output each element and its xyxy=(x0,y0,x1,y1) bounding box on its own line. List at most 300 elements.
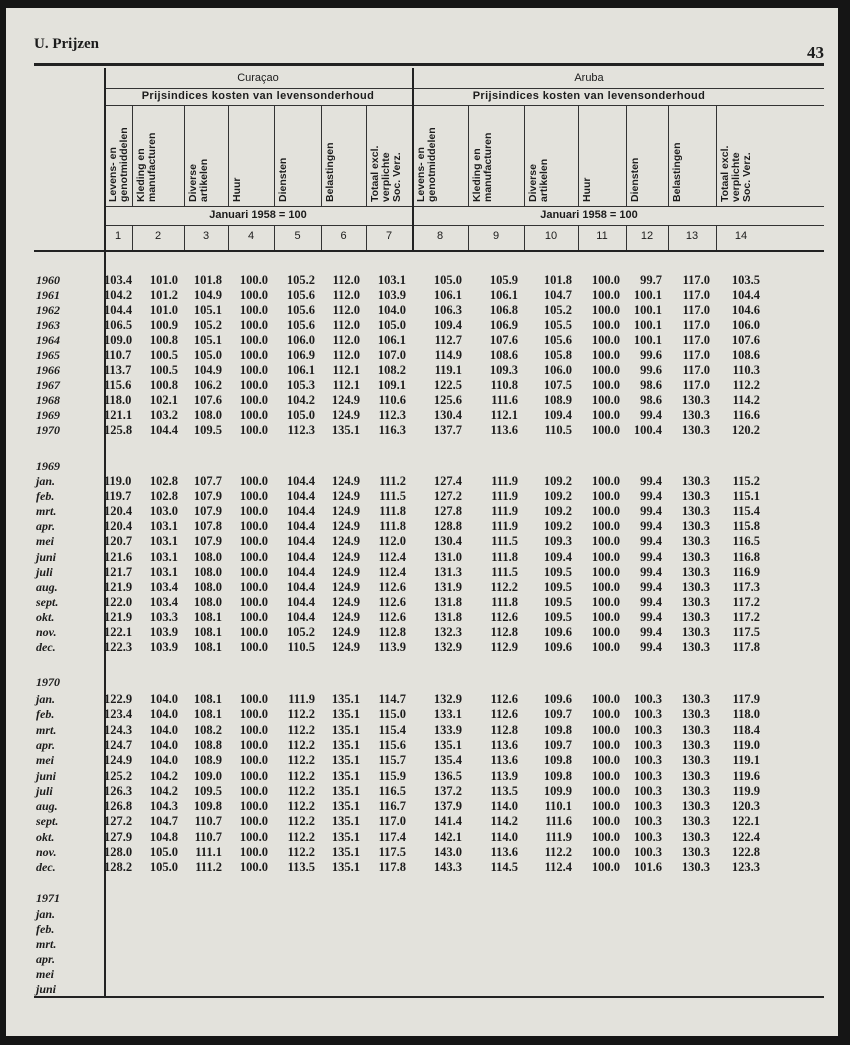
table-cell: 130.3 xyxy=(681,737,710,752)
table-cell: 100.3 xyxy=(633,829,662,844)
table-cell: 107.6 xyxy=(489,333,518,347)
column-heading: Kleding en manufacturen xyxy=(471,132,494,202)
table-cell: 108.1 xyxy=(193,625,222,639)
table-cell: 100.0 xyxy=(591,783,620,798)
table-cell: 100.0 xyxy=(239,288,268,302)
table-cell: 111.5 xyxy=(379,489,406,504)
column-number: 10 xyxy=(544,230,558,242)
table-cell: 115.0 xyxy=(378,707,406,722)
table-cell: 99.4 xyxy=(640,504,662,519)
table-cell: 117.5 xyxy=(378,845,406,859)
table-cell: 103.1 xyxy=(149,549,178,564)
table-cell: 106.9 xyxy=(286,348,315,362)
row-label: juni xyxy=(36,982,57,996)
table-cell: 114.0 xyxy=(490,829,518,844)
table-cell: 112.6 xyxy=(490,609,518,624)
table-cell: 117.9 xyxy=(732,692,760,706)
table-cell: 103.1 xyxy=(377,273,406,287)
row-label: 1964 xyxy=(36,333,60,347)
row-label: apr. xyxy=(36,952,56,966)
table-cell: 118.0 xyxy=(104,393,132,407)
table-cell: 119.0 xyxy=(732,737,760,752)
table-cell: 112.0 xyxy=(378,534,406,549)
table-cell: 99.7 xyxy=(640,273,662,287)
table-cell: 118.0 xyxy=(732,707,760,722)
table-cell: 104.0 xyxy=(149,707,178,722)
table-cell: 125.6 xyxy=(433,393,462,407)
table-cell: 105.0 xyxy=(433,273,462,287)
table-cell: 114.2 xyxy=(490,814,518,829)
table-cell: 111.8 xyxy=(491,594,518,609)
table-cell: 104.7 xyxy=(543,288,572,302)
row-label: 1971 xyxy=(36,891,60,905)
table-cell: 124.9 xyxy=(331,625,360,639)
table-cell: 100.0 xyxy=(591,692,620,706)
table-cell: 130.3 xyxy=(681,753,710,768)
row-label: okt. xyxy=(36,829,55,844)
table-cell: 108.8 xyxy=(193,737,222,752)
table-cell: 119.1 xyxy=(434,363,462,377)
table-cell: 112.2 xyxy=(732,378,760,392)
table-cell: 114.7 xyxy=(378,692,406,706)
table-cell: 103.1 xyxy=(149,534,178,549)
table-cell: 100.0 xyxy=(239,783,268,798)
table-cell: 100.0 xyxy=(239,534,268,549)
table-cell: 112.2 xyxy=(287,783,315,798)
table-cell: 124.9 xyxy=(331,564,360,579)
table-cell: 105.2 xyxy=(193,318,222,332)
table-cell: 117.0 xyxy=(682,348,710,362)
column-heading: Diverse artikelen xyxy=(187,158,210,202)
table-cell: 130.3 xyxy=(681,594,710,609)
table-cell: 131.8 xyxy=(433,594,462,609)
table-cell: 109.4 xyxy=(433,318,462,332)
table-cell: 100.0 xyxy=(591,519,620,534)
group-subtitle: Prijsindices kosten van levensonderhoud xyxy=(141,90,375,102)
table-cell: 117.0 xyxy=(682,378,710,392)
table-cell: 126.3 xyxy=(104,783,133,798)
table-cell: 130.4 xyxy=(433,534,462,549)
table-cell: 111.8 xyxy=(379,519,406,534)
table-cell: 120.4 xyxy=(104,519,133,534)
table-cell: 109.8 xyxy=(193,799,222,814)
table-cell: 135.1 xyxy=(331,707,360,722)
table-cell: 105.6 xyxy=(543,333,572,347)
table-cell: 112.3 xyxy=(378,408,406,422)
table-cell: 117.4 xyxy=(378,829,406,844)
table-cell: 104.0 xyxy=(149,753,178,768)
table-cell: 107.5 xyxy=(543,378,572,392)
table-cell: 112.2 xyxy=(287,753,315,768)
table-cell: 131.9 xyxy=(433,579,462,594)
row-label: 1963 xyxy=(36,318,60,332)
table-cell: 109.7 xyxy=(543,707,572,722)
table-cell: 130.3 xyxy=(681,799,710,814)
table-cell: 108.1 xyxy=(193,707,222,722)
table-cell: 122.9 xyxy=(104,692,133,706)
table-cell: 124.9 xyxy=(331,489,360,504)
table-cell: 117.2 xyxy=(732,594,760,609)
table-cell: 117.8 xyxy=(378,860,406,875)
table-cell: 135.1 xyxy=(331,783,360,798)
table-cell: 104.7 xyxy=(149,814,178,829)
column-divider xyxy=(716,105,717,206)
table-cell: 100.0 xyxy=(239,845,268,859)
table-cell: 100.0 xyxy=(591,393,620,407)
table-cell: 100.0 xyxy=(591,288,620,302)
table-cell: 100.0 xyxy=(239,393,268,407)
row-label: mrt. xyxy=(36,722,57,737)
table-cell: 100.0 xyxy=(591,564,620,579)
table-cell: 108.9 xyxy=(193,753,222,768)
table-cell: 100.0 xyxy=(239,549,268,564)
table-cell: 100.0 xyxy=(591,722,620,737)
table-cell: 112.6 xyxy=(490,707,518,722)
table-cell: 100.0 xyxy=(239,768,268,783)
table-cell: 105.6 xyxy=(286,288,315,302)
row-label: 1967 xyxy=(36,378,60,392)
table-cell: 108.2 xyxy=(377,363,406,377)
table-cell: 117.8 xyxy=(732,640,760,655)
table-cell: 104.4 xyxy=(286,594,315,609)
table-cell: 100.0 xyxy=(239,737,268,752)
row-label: feb. xyxy=(36,922,55,936)
table-cell: 100.0 xyxy=(239,504,268,519)
top-rule xyxy=(34,63,824,66)
table-cell: 135.1 xyxy=(331,722,360,737)
table-cell: 135.1 xyxy=(331,753,360,768)
table-cell: 100.8 xyxy=(149,378,178,392)
table-cell: 130.3 xyxy=(681,519,710,534)
table-cell: 101.0 xyxy=(149,273,178,287)
table-cell: 133.1 xyxy=(433,707,462,722)
table-cell: 113.6 xyxy=(490,423,518,437)
table-cell: 124.9 xyxy=(331,408,360,422)
row-label: apr. xyxy=(36,737,56,752)
table-cell: 133.9 xyxy=(433,722,462,737)
table-cell: 99.4 xyxy=(640,489,662,504)
table-cell: 100.0 xyxy=(239,594,268,609)
table-cell: 131.8 xyxy=(433,609,462,624)
table-cell: 126.8 xyxy=(104,799,133,814)
table-cell: 105.2 xyxy=(543,303,572,317)
table-cell: 131.3 xyxy=(433,564,462,579)
table-cell: 100.0 xyxy=(239,707,268,722)
table-cell: 122.1 xyxy=(731,814,760,829)
table-cell: 108.1 xyxy=(193,692,222,706)
table-cell: 122.4 xyxy=(731,829,760,844)
table-cell: 109.2 xyxy=(543,489,572,504)
table-cell: 112.2 xyxy=(287,814,315,829)
page-number: 43 xyxy=(807,43,824,62)
table-cell: 112.3 xyxy=(287,423,315,437)
table-cell: 117.0 xyxy=(682,333,710,347)
table-cell: 100.0 xyxy=(239,625,268,639)
table-cell: 110.5 xyxy=(544,423,572,437)
table-cell: 124.9 xyxy=(331,393,360,407)
table-cell: 136.5 xyxy=(433,768,462,783)
table-cell: 99.4 xyxy=(640,594,662,609)
table-cell: 105.8 xyxy=(543,348,572,362)
table-cell: 116.9 xyxy=(732,564,760,579)
table-cell: 104.4 xyxy=(149,423,178,437)
table-cell: 118.4 xyxy=(732,722,760,737)
table-cell: 137.9 xyxy=(433,799,462,814)
table-cell: 131.0 xyxy=(433,549,462,564)
table-cell: 104.4 xyxy=(286,534,315,549)
row-label: 1960 xyxy=(36,273,60,287)
table-cell: 105.1 xyxy=(193,303,222,317)
table-cell: 98.6 xyxy=(640,393,662,407)
table-cell: 100.0 xyxy=(591,534,620,549)
table-cell: 99.4 xyxy=(640,609,662,624)
table-cell: 116.5 xyxy=(378,783,406,798)
table-cell: 110.7 xyxy=(104,348,132,362)
table-cell: 125.2 xyxy=(104,768,133,783)
table-cell: 111.9 xyxy=(491,519,518,534)
table-cell: 127.2 xyxy=(104,814,133,829)
table-cell: 112.1 xyxy=(490,408,518,422)
column-number: 11 xyxy=(596,230,608,242)
table-cell: 122.0 xyxy=(104,594,133,609)
header-bottom-rule xyxy=(34,250,824,252)
table-cell: 130.3 xyxy=(681,845,710,859)
table-cell: 109.5 xyxy=(543,579,572,594)
table-cell: 99.4 xyxy=(640,474,662,488)
row-label: nov. xyxy=(36,845,57,859)
column-heading: Huur xyxy=(581,177,593,202)
table-cell: 100.5 xyxy=(149,363,178,377)
table-cell: 112.7 xyxy=(434,333,462,347)
table-cell: 130.3 xyxy=(681,564,710,579)
table-cell: 117.2 xyxy=(732,609,760,624)
column-divider xyxy=(321,105,322,206)
table-cell: 100.0 xyxy=(591,799,620,814)
table-cell: 100.0 xyxy=(239,814,268,829)
table-cell: 107.7 xyxy=(193,474,222,488)
table-cell: 123.3 xyxy=(731,860,760,875)
row-label: 1970 xyxy=(36,675,60,689)
table-cell: 106.2 xyxy=(193,378,222,392)
table-cell: 106.5 xyxy=(104,318,133,332)
column-number: 6 xyxy=(340,230,347,242)
table-cell: 127.2 xyxy=(433,489,462,504)
table-cell: 135.1 xyxy=(331,799,360,814)
table-cell: 107.9 xyxy=(193,504,222,519)
table-cell: 104.2 xyxy=(104,288,133,302)
table-cell: 109.4 xyxy=(543,549,572,564)
table-cell: 120.2 xyxy=(731,423,760,437)
column-divider xyxy=(468,105,469,206)
table-cell: 130.3 xyxy=(681,625,710,639)
table-cell: 132.9 xyxy=(433,692,462,706)
table-cell: 111.8 xyxy=(491,549,518,564)
table-cell: 112.8 xyxy=(378,625,406,639)
table-cell: 109.0 xyxy=(104,333,133,347)
table-cell: 103.9 xyxy=(149,625,178,639)
table-cell: 105.9 xyxy=(489,273,518,287)
table-cell: 99.4 xyxy=(640,564,662,579)
table-cell: 112.2 xyxy=(287,707,315,722)
row-label: juni xyxy=(36,768,57,783)
table-cell: 100.0 xyxy=(239,273,268,287)
table-cell: 128.2 xyxy=(104,860,133,875)
row-label: juni xyxy=(36,549,57,564)
table-cell: 107.8 xyxy=(193,519,222,534)
row-label: aug. xyxy=(36,799,58,814)
table-cell: 111.9 xyxy=(491,489,518,504)
table-cell: 115.9 xyxy=(378,768,406,783)
table-cell: 115.7 xyxy=(378,753,406,768)
table-cell: 104.4 xyxy=(731,288,760,302)
table-cell: 105.6 xyxy=(286,318,315,332)
table-cell: 122.8 xyxy=(731,845,760,859)
table-cell: 124.9 xyxy=(331,504,360,519)
table-cell: 114.2 xyxy=(732,393,760,407)
table-cell: 121.1 xyxy=(104,408,133,422)
table-cell: 109.6 xyxy=(543,692,572,706)
table-cell: 100.1 xyxy=(633,288,662,302)
table-cell: 102.8 xyxy=(149,474,178,488)
table-cell: 143.0 xyxy=(433,845,462,859)
row-label: jan. xyxy=(36,474,56,488)
row-label: mrt. xyxy=(36,937,57,951)
table-cell: 100.0 xyxy=(239,860,268,875)
table-cell: 104.4 xyxy=(286,519,315,534)
table-cell: 109.5 xyxy=(193,783,222,798)
table-cell: 130.3 xyxy=(681,860,710,875)
table-cell: 100.9 xyxy=(149,318,178,332)
table-cell: 100.8 xyxy=(149,333,178,347)
table-cell: 105.1 xyxy=(193,333,222,347)
table-cell: 130.3 xyxy=(681,489,710,504)
table-cell: 104.0 xyxy=(149,737,178,752)
table-cell: 100.3 xyxy=(633,845,662,859)
table-cell: 106.8 xyxy=(489,303,518,317)
table-cell: 111.6 xyxy=(491,393,518,407)
row-label: 1968 xyxy=(36,393,60,407)
table-cell: 99.4 xyxy=(640,579,662,594)
table-cell: 100.0 xyxy=(239,318,268,332)
basis-rule-top xyxy=(104,206,824,207)
table-cell: 113.9 xyxy=(378,640,406,655)
column-number: 7 xyxy=(385,230,393,242)
table-cell: 100.0 xyxy=(591,273,620,287)
column-divider xyxy=(578,105,579,206)
table-cell: 109.5 xyxy=(543,594,572,609)
table-cell: 112.0 xyxy=(332,318,360,332)
column-number: 4 xyxy=(247,230,255,242)
table-cell: 106.0 xyxy=(286,333,315,347)
table-cell: 112.9 xyxy=(490,640,518,655)
table-cell: 101.0 xyxy=(149,303,178,317)
table-cell: 106.0 xyxy=(543,363,572,377)
table-cell: 109.8 xyxy=(543,753,572,768)
row-label: mrt. xyxy=(36,504,57,519)
table-cell: 113.9 xyxy=(490,768,518,783)
table-cell: 100.0 xyxy=(591,474,620,488)
column-number: 14 xyxy=(734,230,748,242)
table-cell: 130.3 xyxy=(681,814,710,829)
table-cell: 108.6 xyxy=(489,348,518,362)
table-cell: 111.9 xyxy=(491,474,518,488)
table-cell: 100.3 xyxy=(633,707,662,722)
table-cell: 119.0 xyxy=(104,474,132,488)
table-cell: 108.0 xyxy=(193,579,222,594)
table-cell: 103.4 xyxy=(149,594,178,609)
table-cell: 116.5 xyxy=(732,534,760,549)
table-cell: 99.4 xyxy=(640,408,662,422)
table-cell: 104.6 xyxy=(731,303,760,317)
table-cell: 106.3 xyxy=(433,303,462,317)
row-label: 1961 xyxy=(36,288,60,302)
column-divider xyxy=(274,105,275,206)
table-cell: 137.7 xyxy=(433,423,462,437)
table-cell: 106.0 xyxy=(731,318,760,332)
table-cell: 124.9 xyxy=(331,609,360,624)
table-cell: 117.0 xyxy=(378,814,406,829)
row-label: juli xyxy=(36,783,53,798)
column-heading: Huur xyxy=(231,177,243,202)
table-cell: 100.3 xyxy=(633,799,662,814)
table-cell: 99.6 xyxy=(640,348,662,362)
table-cell: 100.0 xyxy=(591,753,620,768)
table-cell: 130.4 xyxy=(433,408,462,422)
row-label: 1969 xyxy=(36,408,60,422)
table-cell: 112.2 xyxy=(287,845,315,859)
table-cell: 119.9 xyxy=(732,783,760,798)
table-cell: 115.6 xyxy=(378,737,406,752)
table-cell: 135.1 xyxy=(331,768,360,783)
table-cell: 100.0 xyxy=(239,363,268,377)
table-cell: 105.0 xyxy=(377,318,406,332)
table-cell: 109.5 xyxy=(543,609,572,624)
table-cell: 105.3 xyxy=(286,378,315,392)
row-label: 1970 xyxy=(36,423,60,437)
table-cell: 113.5 xyxy=(490,783,518,798)
table-cell: 135.1 xyxy=(331,829,360,844)
table-cell: 112.0 xyxy=(332,333,360,347)
table-cell: 100.0 xyxy=(591,549,620,564)
table-cell: 108.1 xyxy=(193,640,222,655)
table-cell: 116.6 xyxy=(732,408,760,422)
table-cell: 112.2 xyxy=(287,799,315,814)
group-rule xyxy=(104,88,824,89)
table-cell: 100.0 xyxy=(591,504,620,519)
table-cell: 112.0 xyxy=(332,273,360,287)
table-cell: 105.0 xyxy=(149,860,178,875)
table-cell: 104.4 xyxy=(286,489,315,504)
table-cell: 100.0 xyxy=(591,768,620,783)
table-cell: 130.3 xyxy=(681,549,710,564)
table-cell: 127.9 xyxy=(104,829,133,844)
basis-label: Januari 1958 = 100 xyxy=(540,209,638,221)
table-cell: 109.8 xyxy=(543,722,572,737)
table-cell: 100.0 xyxy=(591,707,620,722)
column-number: 9 xyxy=(492,230,500,242)
column-heading: Totaal excl. verplichte Soc. Verz. xyxy=(719,145,753,202)
table-cell: 100.0 xyxy=(591,829,620,844)
table-cell: 103.4 xyxy=(104,273,133,287)
row-label: dec. xyxy=(36,860,56,875)
table-cell: 101.8 xyxy=(193,273,222,287)
table-cell: 112.6 xyxy=(378,594,406,609)
table-cell: 112.2 xyxy=(287,768,315,783)
table-cell: 116.8 xyxy=(732,549,760,564)
table-cell: 132.3 xyxy=(433,625,462,639)
table-cell: 135.1 xyxy=(331,692,360,706)
table-cell: 102.8 xyxy=(149,489,178,504)
